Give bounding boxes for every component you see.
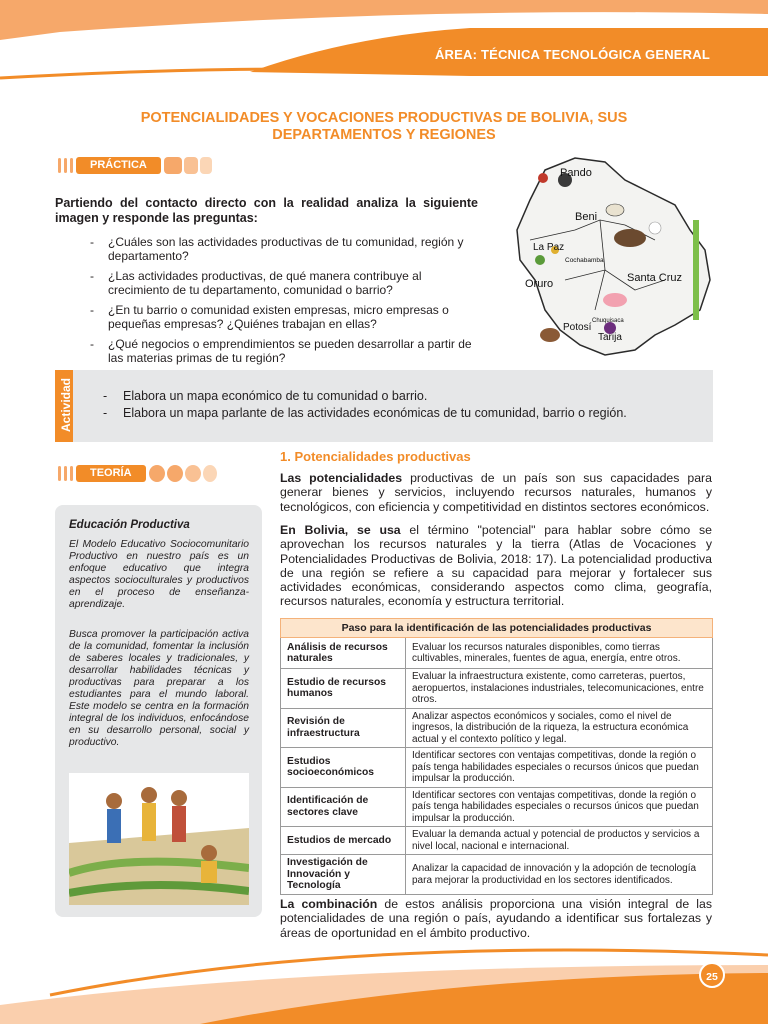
step-description: Analizar aspectos económicos y sociales, como el nivel de ingresos, la distribución de la riqueza, la estructura económica actual y el contexto político y legal. (406, 708, 713, 748)
page-title: POTENCIALIDADES Y VOCACIONES PRODUCTIVAS DE BOLIVIA, SUS DEPARTAMENTOS Y REGIONES (140, 110, 628, 143)
map-label-tarija: Tarija (598, 332, 622, 343)
paragraph-text: productivas de un país son sus capacidades para generar bienes y servicios, incluyendo recursos naturales, humanos y tecnológicos, con eficiencia y competitividad en distintos sectores económicos. (280, 471, 712, 514)
map-label-santacruz: Santa Cruz (627, 272, 683, 284)
step-description: Analizar la capacidad de innovación y la adopción de tecnología para mejorar la productividad en los sectores identificados. (406, 855, 713, 895)
sugarcane-icon (693, 220, 699, 320)
question-item: - ¿En tu barrio o comunidad existen empresas, micro empresas o pequeñas empresas? ¿Quiénes trabajan en ellas? (90, 303, 478, 331)
paragraph-lead: Las potencialidades (280, 471, 403, 485)
activity-item: - Elabora un mapa económico de tu comunidad o barrio. (103, 388, 627, 405)
activity-item: - Elabora un mapa parlante de las actividades económicas de tu comunidad, barrio o región. (103, 405, 627, 422)
table-row (281, 787, 713, 827)
sidebar-title: Educación Productiva (69, 519, 190, 531)
section-heading: 1. Potencialidades productivas (280, 449, 471, 464)
pig-icon (603, 293, 627, 307)
practica-tab-label: PRÁCTICA (76, 157, 161, 174)
table-row (281, 669, 713, 709)
map-label-pando: Pando (560, 167, 592, 179)
map-label-lapaz: La Paz (533, 242, 565, 253)
paragraph-potencialidades (280, 471, 712, 514)
activity-list (103, 388, 627, 422)
llama-icon (540, 328, 560, 342)
step-description: Identificar sectores con ventajas competitivas, donde la región o país tenga habilidades especiales o recursos únicos que puedan impulsar la producción. (406, 787, 713, 827)
step-name: Estudios socioeconómicos (281, 748, 406, 788)
step-name: Estudios de mercado (281, 827, 406, 855)
table-row (281, 638, 713, 669)
step-description: Evaluar la infraestructura existente, como carreteras, puertos, aeropuertos, instalaciones industriales, telecomunicaciones, entre otros. (406, 669, 713, 709)
step-description: Evaluar la demanda actual y potencial de productos y servicios a nivel local, nacional e internacional. (406, 827, 713, 855)
header-band (0, 0, 768, 90)
step-name: Revisión de infraestructura (281, 708, 406, 748)
table-row (281, 827, 713, 855)
paragraph-text: el término "potencial" para hablar sobre cómo se aprovechan los recursos naturales y la tierra (Atlas de Vocaciones y Potencialidades Productivas de Bolivia, 2018: 17). La potencialidad productiva de una región se refiere a su capacidad para mejorar y fortalecer sus actividades económicas, considerando aspectos como clima, geografía, recursos naturales, economía y estructura territorial. (280, 523, 712, 609)
map-label-cochabamba: Cochabamba (565, 257, 604, 264)
practica-tab (58, 157, 212, 174)
question-item: - ¿Las actividades productivas, de qué manera contribuye al crecimiento de tu departamento, comunidad o barrio? (90, 269, 478, 297)
education-sidebar (55, 505, 262, 917)
practica-intro: Partiendo del contacto directo con la realidad analiza la siguiente imagen y responde las preguntas: (55, 196, 478, 225)
paragraph-lead: La combinación (280, 897, 378, 911)
step-name: Análisis de recursos naturales (281, 638, 406, 669)
question-item: - ¿Qué negocios o emprendimientos se pueden desarrollar a partir de las materias primas de tu región? (90, 337, 478, 365)
map-label-oruro: Oruro (525, 278, 554, 290)
cow-icon (606, 204, 624, 216)
vegetable-icon (535, 255, 545, 265)
table-row (281, 708, 713, 748)
farmers-illustration (69, 773, 249, 905)
activity-box (55, 370, 713, 442)
paragraph-text: de estos análisis proporciona una visión integral de las potencialidades de una región o país, ayudando a identificar sus fortalezas y áreas de oportunidad en el ámbito productivo. (280, 897, 712, 940)
page-number: 25 (699, 962, 725, 988)
question-item: - ¿Cuáles son las actividades productivas de tu comunidad, región y departamento? (90, 235, 478, 263)
area-label: ÁREA: TÉCNICA TECNOLÓGICA GENERAL (434, 47, 710, 62)
table-row (281, 748, 713, 788)
fruit-icon (538, 173, 548, 183)
step-name: Estudio de recursos humanos (281, 669, 406, 709)
step-description: Evaluar los recursos naturales disponibles, como tierras cultivables, minerales, fuentes de agua, energía, entre otros. (406, 638, 713, 669)
table-row (281, 855, 713, 895)
activity-side-label: Actividad (59, 377, 73, 432)
steps-table (280, 618, 713, 895)
step-description: Identificar sectores con ventajas competitivas, donde la región o país tenga habilidades especiales o recursos únicos que puedan impulsar la producción. (406, 748, 713, 788)
question-list (90, 235, 478, 371)
map-label-potosi: Potosí (563, 322, 592, 333)
step-name: Identificación de sectores clave (281, 787, 406, 827)
sidebar-paragraph: El Modelo Educativo Sociocomunitario Productivo en nuestro país es un enfoque educativo que integra aspectos socioculturales y productivos en el proceso de enseñanza-aprendizaje. (69, 539, 249, 610)
step-name: Investigación de Innovación y Tecnología (281, 855, 406, 895)
cattle-icon (614, 229, 646, 247)
cotton-icon (649, 222, 661, 234)
sidebar-paragraph: Busca promover la participación activa de la comunidad, fomentar la inclusión de saberes locales y tradicionales, y desarrollar habilidades técnicas y productivas para preparar a los estudiantes para el mundo laboral. Este modelo se centra en la formación integral de los individuos, enfocándose en su desarrollo personal, social y productivo. (69, 629, 249, 748)
paragraph-bolivia (280, 523, 712, 609)
bolivia-map (505, 150, 715, 360)
activity-side-bar (55, 370, 73, 442)
map-label-beni: Beni (575, 211, 598, 223)
paragraph-lead: En Bolivia, se usa (280, 523, 401, 537)
map-label-chuquisaca: Chuquisaca (592, 318, 624, 324)
footer-band (0, 925, 768, 1024)
teoria-tab (58, 465, 217, 482)
table-header: Paso para la identificación de las potencialidades productivas (281, 619, 713, 638)
teoria-tab-label: TEORÍA (76, 465, 146, 482)
